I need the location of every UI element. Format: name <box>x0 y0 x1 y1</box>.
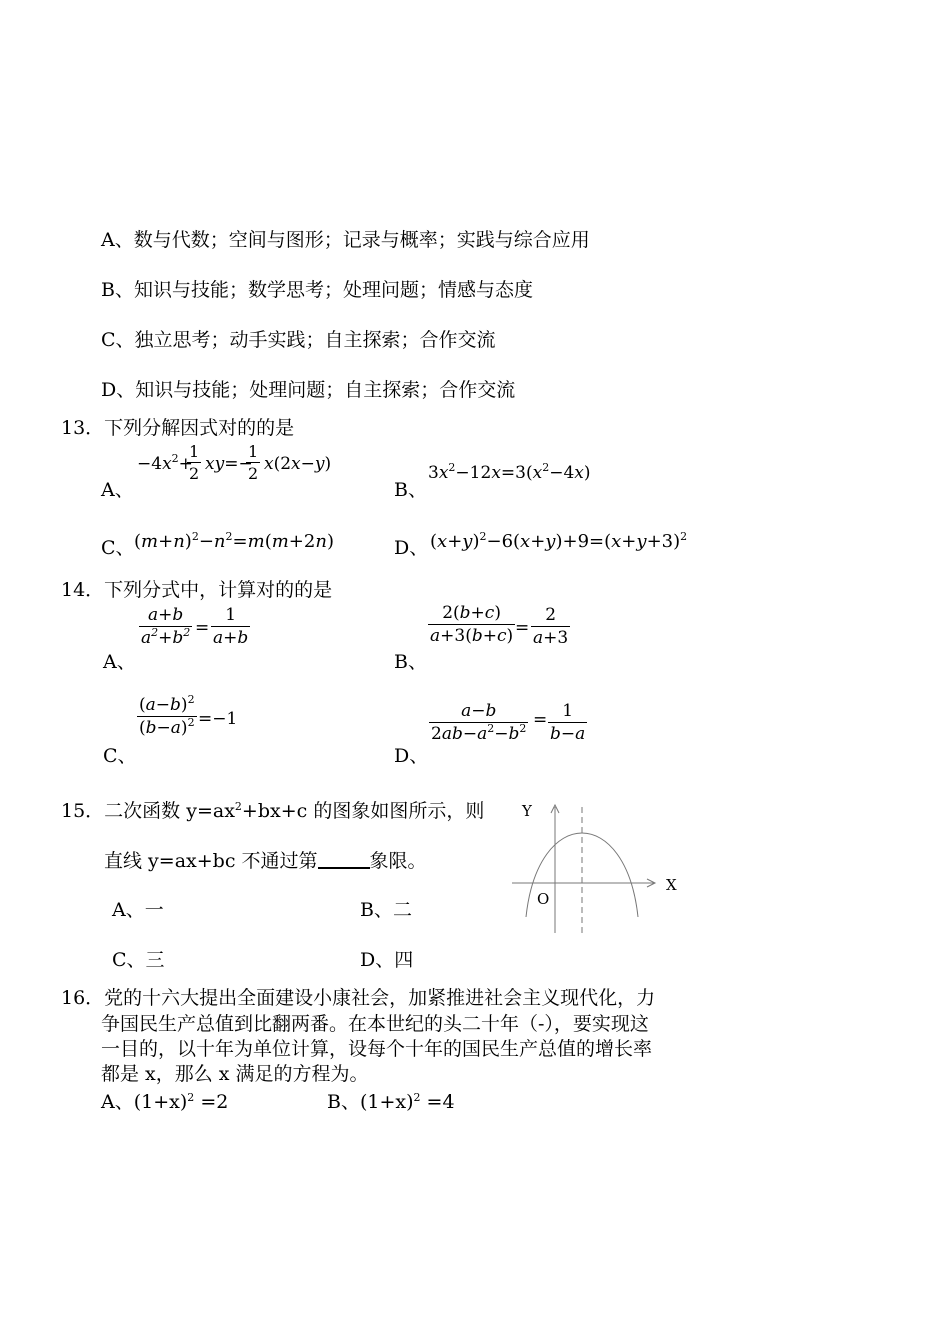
q14-label-b: B、 <box>394 651 427 673</box>
q14-label-c: C、 <box>103 745 137 767</box>
y-axis-label: Y <box>522 802 532 820</box>
parabola-graph <box>500 795 700 940</box>
origin-label: O <box>537 890 550 908</box>
q16-option-b: B、$(1+x)^2 =4$ <box>327 1091 455 1113</box>
q13-formula-a-end: x(2x−y) <box>264 454 332 474</box>
answer-blank <box>318 851 370 869</box>
q14-frac-b-left: $\frac{2(b+c)}{a+3(b+c)}$ <box>430 603 514 646</box>
q12-option-b: B、知识与技能；数学思考；处理问题；情感与态度 <box>101 279 533 301</box>
q12-option-c: C、独立思考；动手实践；自主探索；合作交流 <box>101 329 496 351</box>
q13-label-c: C、 <box>101 537 135 559</box>
q14-frac-c: $\frac{(a-b)^2}{(b-a)^2}$ <box>139 693 195 738</box>
q14-frac-a-right: $\frac{1}{a+b}$ <box>213 605 249 648</box>
q15-stem: 15．二次函数 $y=ax^2+bx+c$ 的图象如图所示，则 <box>61 800 485 822</box>
q16-line1: 16．党的十六大提出全面建设小康社会，加紧推进社会主义现代化，力 <box>61 987 656 1009</box>
q13-frac-a1: $\frac{1}{2}$ <box>189 442 200 483</box>
q13-label-b: B、 <box>394 479 427 501</box>
q14-frac-d-left: $\frac{a-b}{2ab-a^2-b^2}$ <box>431 701 527 744</box>
q16-line3: 一目的，以十年为单位计算，设每个十年的国民生产总值的增长率 <box>101 1038 653 1060</box>
q12-option-a: A、数与代数；空间与图形；记录与概率；实践与综合应用 <box>101 229 590 251</box>
q14-eq-c: =−1 <box>198 709 238 729</box>
q14-label-a: A、 <box>103 651 136 673</box>
q14-frac-d-right: $\frac{1}{b-a}$ <box>550 701 586 744</box>
q16-option-a: A、$(1+x)^2 =2$ <box>101 1091 229 1113</box>
q12-option-d: D、知识与技能；处理问题；自主探索；合作交流 <box>101 379 516 401</box>
q16-line2: 争国民生产总值到比翻两番。在本世纪的头二十年（-），要实现这 <box>101 1013 649 1035</box>
q14-eq-b: = <box>515 618 530 638</box>
q14-frac-b-right: $\frac{2}{a+3}$ <box>533 605 569 648</box>
q15-option-c: C、三 <box>112 949 165 971</box>
q13-label-a: A、 <box>101 479 134 501</box>
q15-option-b: B、二 <box>360 899 412 921</box>
q13-formula-c: $(m+n)^2-n^2=m(m+2n)$ <box>134 530 334 552</box>
q15-option-a: A、一 <box>112 899 164 921</box>
q15-option-d: D、四 <box>360 949 414 971</box>
q13-formula-a-mid: xy=− <box>205 454 253 474</box>
q13-stem: 13．下列分解因式对的的是 <box>61 417 295 439</box>
q16-line4: 都是 x，那么 x 满足的方程为。 <box>101 1063 369 1085</box>
q13-label-d: D、 <box>394 537 429 559</box>
q13-formula-d: $(x+y)^2-6(x+y)+9=(x+y+3)^2$ <box>430 530 688 552</box>
q14-eq-d: = <box>533 710 548 730</box>
q15-line2: 直线 y=ax+bc 不通过第 象限。 <box>104 850 427 872</box>
q13-frac-a2: $\frac{1}{2}$ <box>248 442 259 483</box>
q13-formula-a: $-4x^2+$ <box>137 452 193 474</box>
q14-stem: 14．下列分式中，计算对的的是 <box>61 579 333 601</box>
q14-label-d: D、 <box>394 745 429 767</box>
q13-formula-b: $3x^2-12x=3(x^2-4x)$ <box>428 461 591 483</box>
x-axis-label: X <box>666 876 677 894</box>
q14-eq-a: = <box>195 618 210 638</box>
q14-frac-a-left: $\frac{a+b}{a^2+b^2}$ <box>141 605 191 648</box>
